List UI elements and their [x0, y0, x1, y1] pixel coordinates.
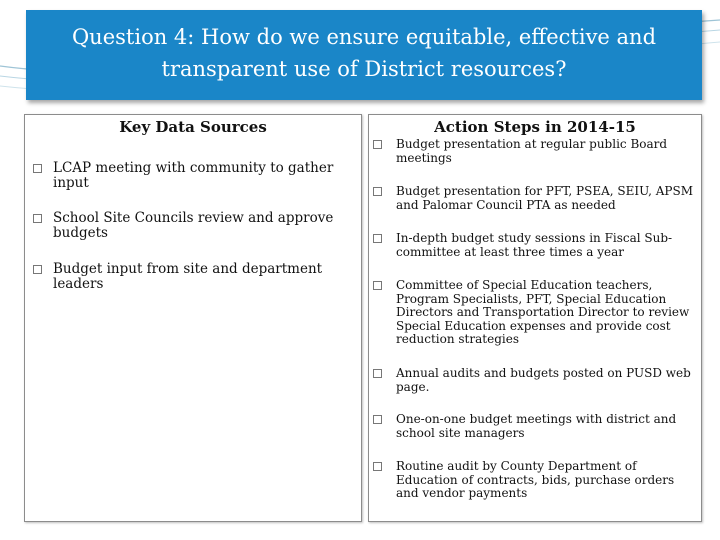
list-item-text: One-on-one budget meetings with district and school site managers — [396, 412, 677, 440]
title-banner — [26, 10, 702, 100]
action-steps-panel — [368, 114, 702, 522]
list-item-text: Budget presentation for PFT, PSEA, SEIU, APSM and Palomar Council PTA as needed — [396, 184, 694, 212]
square-bullet-icon — [373, 415, 382, 424]
list-item-text: LCAP meeting with community to gather input — [53, 160, 334, 191]
list-item — [33, 262, 353, 292]
list-item-text: Annual audits and budgets posted on PUSD web page. — [396, 366, 691, 394]
list-item — [373, 413, 695, 440]
list-item-text: Budget input from site and department leaders — [53, 261, 323, 292]
list-item — [373, 367, 695, 394]
square-bullet-icon — [373, 234, 382, 243]
list-item — [373, 232, 695, 259]
square-bullet-icon — [33, 214, 42, 223]
square-bullet-icon — [33, 265, 42, 274]
list-item — [33, 161, 353, 191]
list-item-text: School Site Councils review and approve budgets — [53, 210, 334, 241]
list-item — [373, 279, 695, 347]
list-item-text: Routine audit by County Department of Education of contracts, bids, purchase orders and vendor payments — [396, 459, 675, 501]
square-bullet-icon — [373, 369, 382, 378]
list-item-text: Committee of Special Education teachers, Program Specialists, PFT, Special Education Directors and Transportation Director to review Special Education expenses and provide cost reduction strategies — [396, 278, 690, 347]
square-bullet-icon — [373, 281, 382, 290]
slide-title-line-1: Question 4: How do we ensure equitable, effective and — [71, 25, 657, 49]
square-bullet-icon — [373, 462, 382, 471]
square-bullet-icon — [33, 164, 42, 173]
list-item-text: In-depth budget study sessions in Fiscal Sub-committee at least three times a year — [396, 231, 673, 259]
list-item — [373, 460, 695, 501]
list-item — [373, 138, 695, 165]
action-steps-heading: Action Steps in 2014-15 — [434, 118, 636, 136]
list-item-text: Budget presentation at regular public Board meetings — [396, 137, 668, 165]
list-item — [373, 185, 695, 212]
key-data-sources-panel — [24, 114, 362, 522]
key-data-sources-heading: Key Data Sources — [119, 118, 267, 136]
square-bullet-icon — [373, 187, 382, 196]
square-bullet-icon — [373, 140, 382, 149]
list-item — [33, 211, 353, 241]
slide-title-line-2: transparent use of District resources? — [161, 57, 567, 81]
